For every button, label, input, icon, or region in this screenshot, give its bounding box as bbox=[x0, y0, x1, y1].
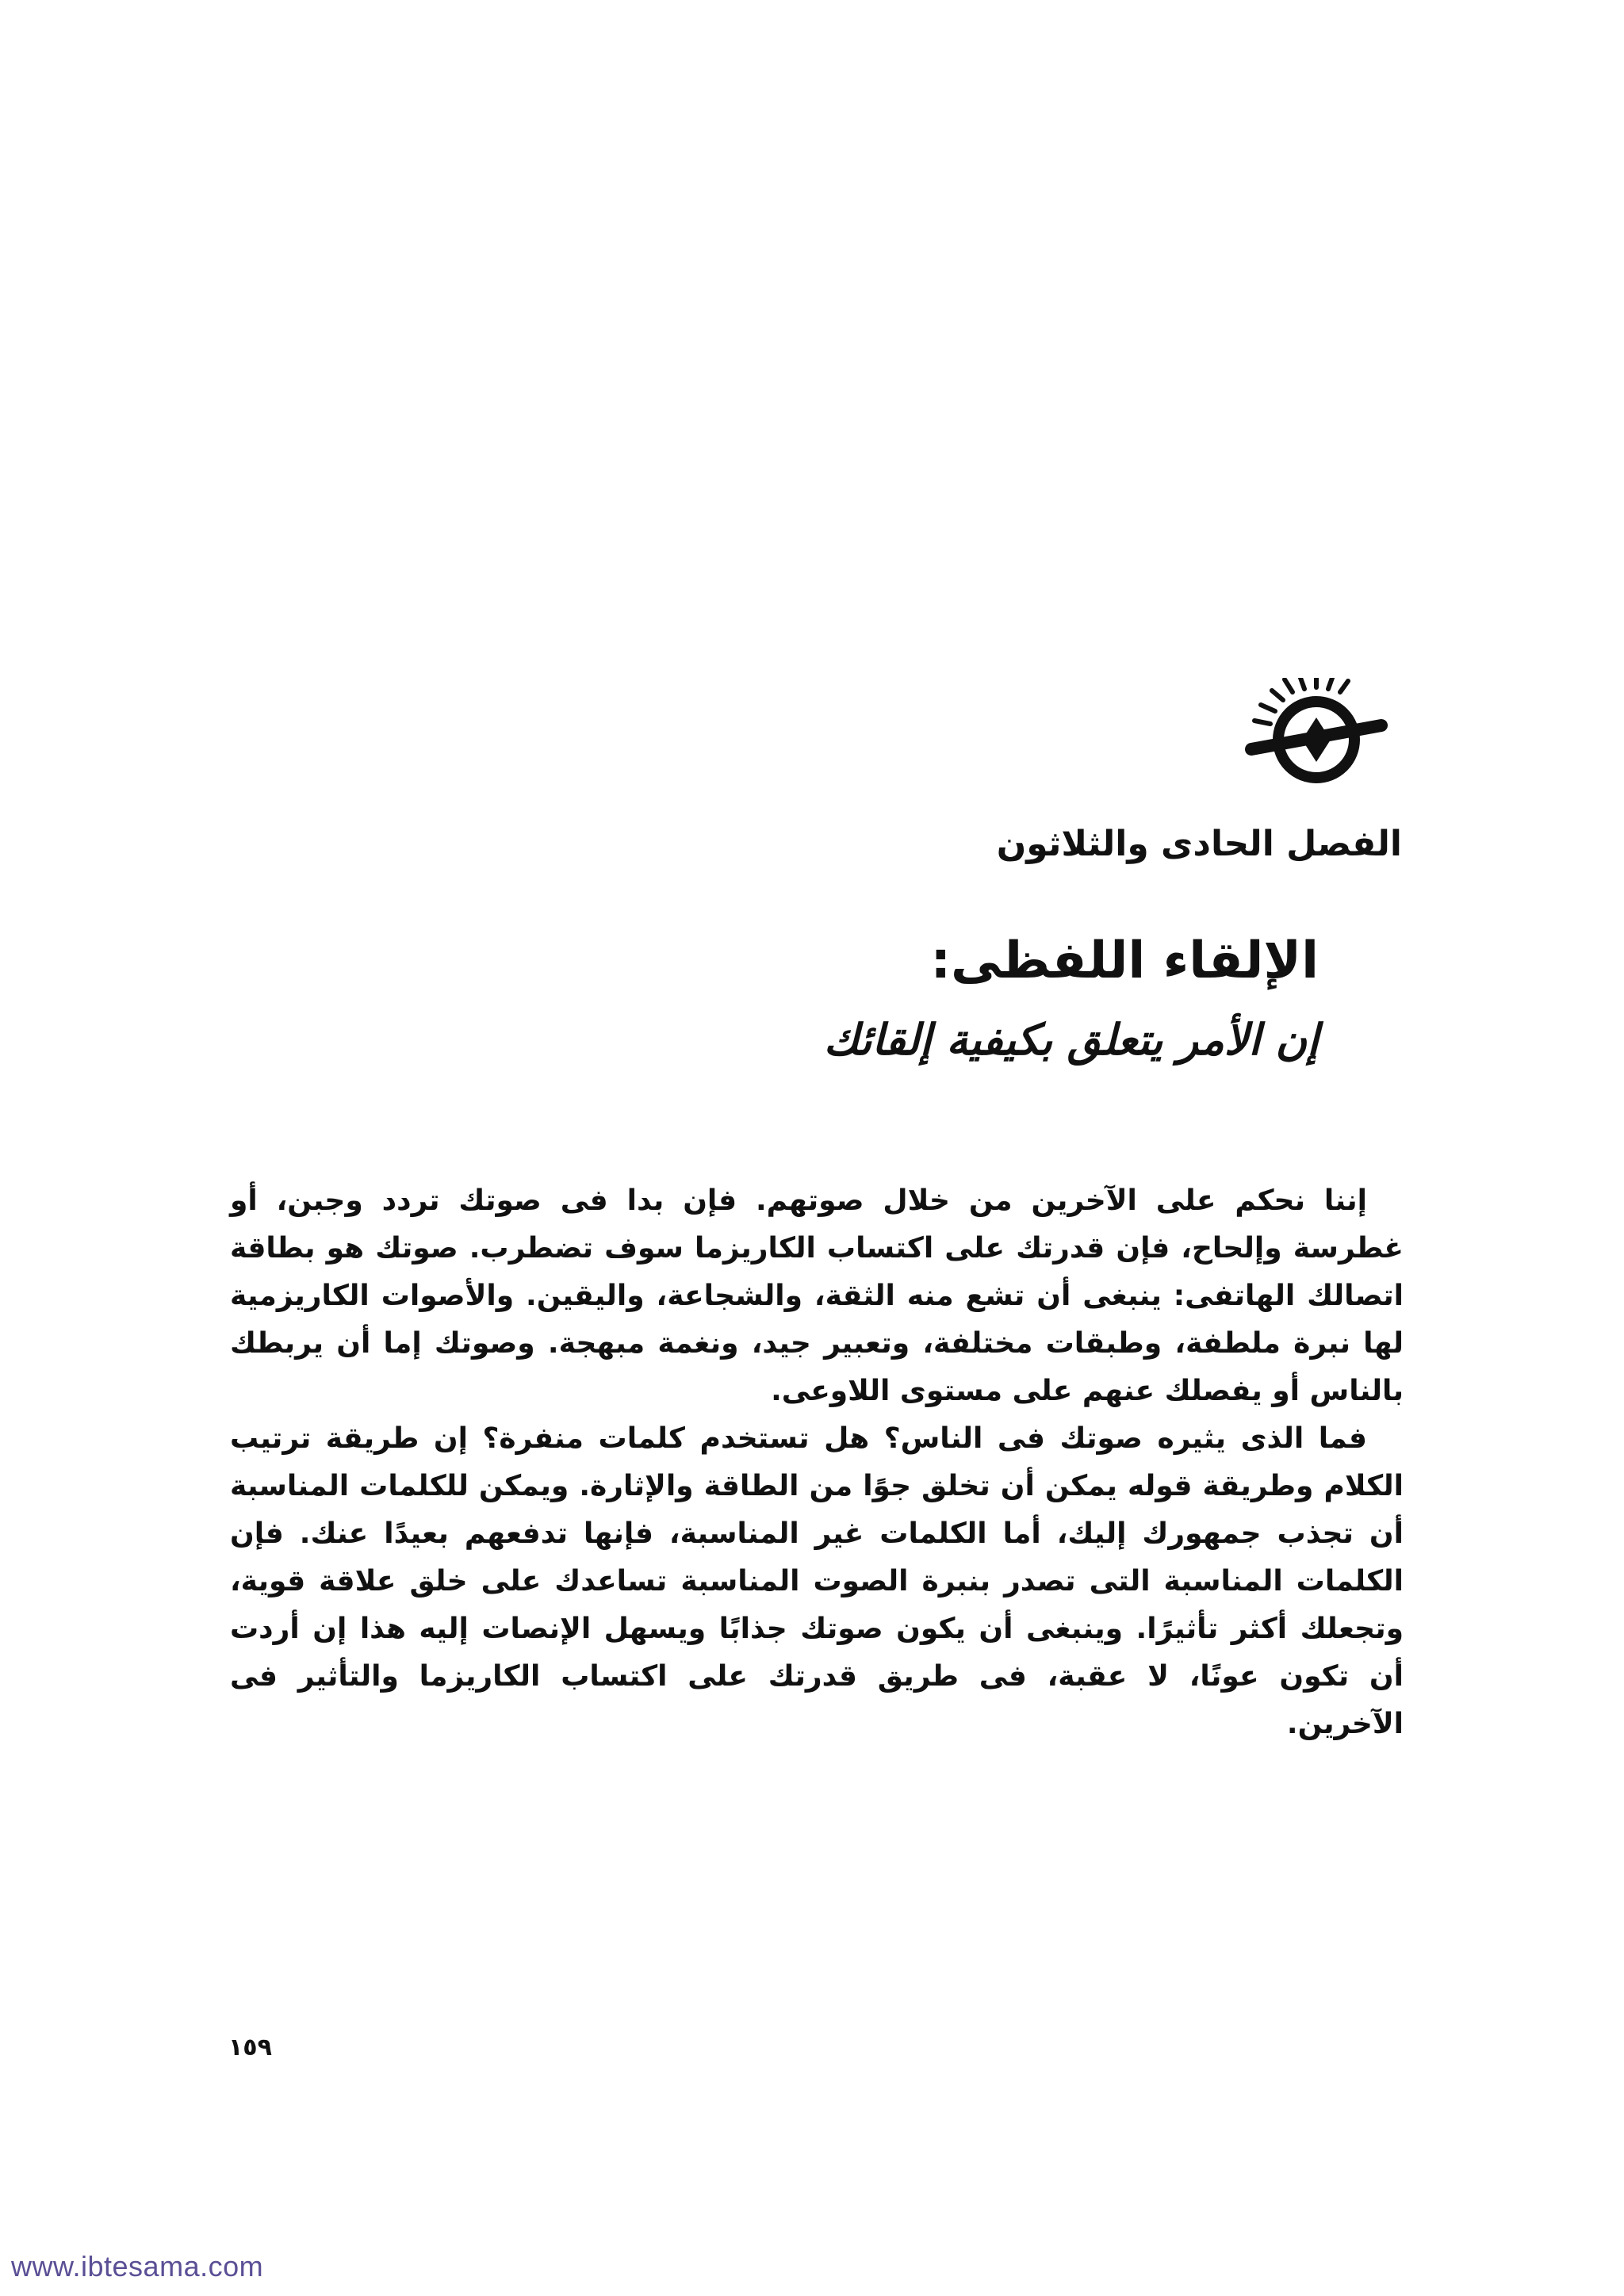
chapter-title: الإلقاء اللفظى: bbox=[930, 932, 1319, 990]
chapter-subtitle: إن الأمر يتعلق بكيفية إلقائك bbox=[823, 1014, 1319, 1065]
paragraph-2: فما الذى يثيره صوتك فى الناس؟ هل تستخدم كلمات منفرة؟ إن طريقة ترتيب الكلام وطريقة قوله يمكن أن تخلق جوًا من الطاقة والإثارة. ويمكن للكلمات المناسبة أن تجذب جمهورك إليك، أما الكلمات غير المناسبة، فإنها تدفعهم بعيدًا عنك. فإن الكلمات المناسبة التى تصدر بنبرة الصوت المناسبة تساعدك على خلق علاقة قوية، وتجعلك أكثر تأثيرًا. وينبغى أن يكون صوتك جذابًا ويسهل الإنصات إليه هذا إن أردت أن تكون عونًا، لا عقبة، فى طريق قدرتك على اكتساب الكاريزما والتأثير فى الآخرين. bbox=[230, 1422, 1404, 1740]
body-text bbox=[230, 1177, 1404, 1748]
page-number: ١٥٩ bbox=[228, 2034, 272, 2061]
paragraph-1: إننا نحكم على الآخرين من خلال صوتهم. فإن بدا فى صوتك تردد وجبن، أو غطرسة وإلحاح، فإن قدرتك على اكتساب الكاريزما سوف تضطرب. صوتك هو بطاقة اتصالك الهاتفى: ينبغى أن تشع منه الثقة، والشجاعة، واليقين. والأصوات الكاريزمية لها نبرة ملطفة، وطبقات مختلفة، وتعبير جيد، ونغمة مبهجة. وصوتك إما أن يربطك بالناس أو يفصلك عنهم على مستوى اللاوعى. bbox=[230, 1184, 1404, 1407]
chapter-label: الفصل الحادى والثلاثون bbox=[996, 824, 1402, 864]
radiant-circle-emblem-icon bbox=[1237, 678, 1396, 805]
watermark-url: www.ibtesama.com bbox=[11, 2250, 264, 2283]
